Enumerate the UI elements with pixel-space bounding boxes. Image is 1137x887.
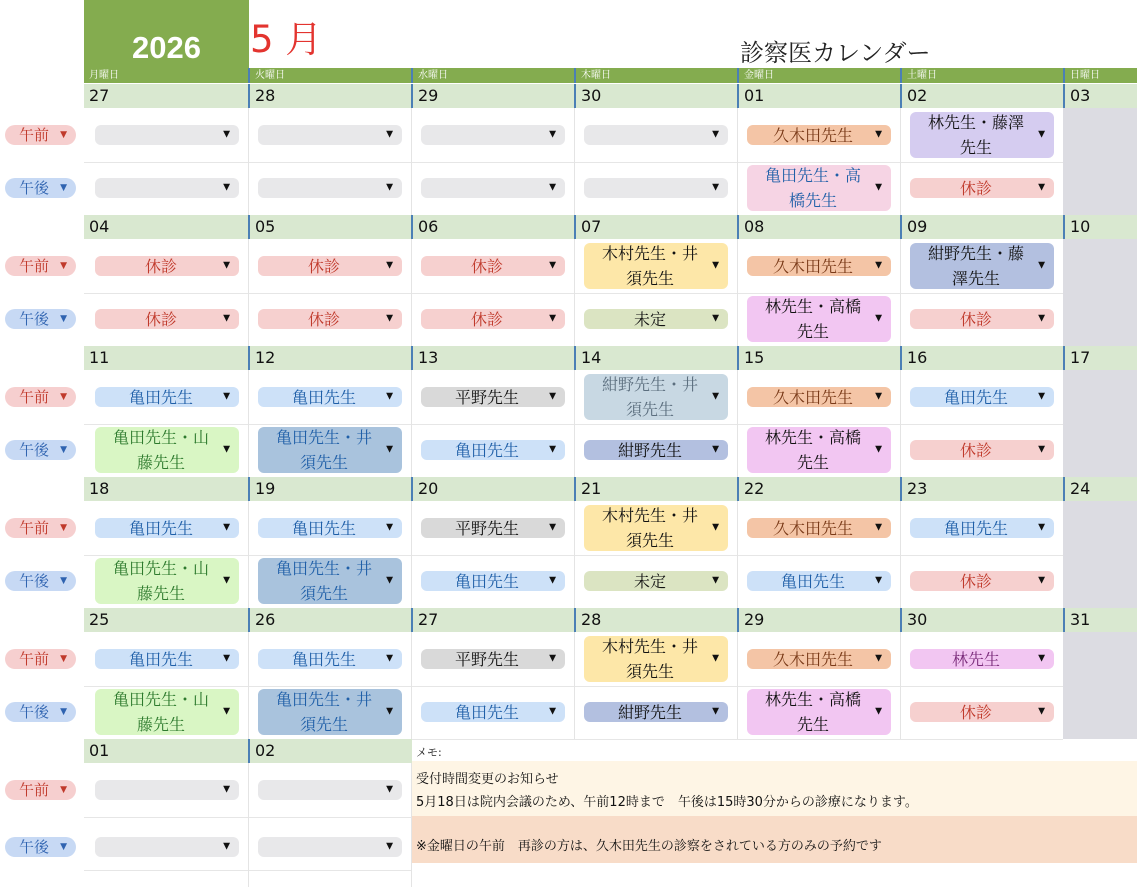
chevron-down-icon: ▼: [712, 260, 719, 271]
doctor-select-value: 休診: [959, 702, 992, 722]
memo-label: メモ:: [416, 746, 442, 759]
chevron-down-icon: ▼: [386, 784, 393, 795]
chevron-down-icon: ▼: [549, 575, 556, 586]
doctor-select-value: 平野先生: [454, 387, 519, 407]
doctor-select[interactable]: [258, 387, 402, 407]
chevron-down-icon: ▼: [549, 444, 556, 455]
doctor-select-value: 紺野先生: [617, 702, 682, 722]
doctor-select[interactable]: [584, 505, 728, 551]
date-cell: 27: [411, 608, 574, 632]
doctor-select[interactable]: [258, 689, 402, 735]
col-divider: [900, 370, 901, 477]
chevron-down-icon: ▼: [549, 391, 556, 402]
date-cell: 14: [574, 346, 737, 370]
morning-slot-dropdown[interactable]: [5, 387, 76, 407]
col-divider: [248, 632, 249, 739]
doctor-select-value: 紺野先生: [617, 440, 682, 460]
date-cell: 05: [248, 215, 411, 239]
date-cell: 23: [900, 477, 1063, 501]
col-divider: [411, 501, 412, 608]
chevron-down-icon: ▼: [1038, 129, 1045, 140]
doctor-select[interactable]: [584, 243, 728, 289]
doctor-select[interactable]: [910, 440, 1054, 460]
morning-slot-dropdown[interactable]: [5, 256, 76, 276]
chevron-down-icon: ▼: [875, 313, 882, 324]
afternoon-slot-dropdown[interactable]: [5, 178, 76, 198]
doctor-select-value: 亀田先生・井 須先生: [275, 428, 372, 472]
doctor-select[interactable]: [584, 374, 728, 420]
chevron-down-icon: ▼: [712, 391, 719, 402]
doctor-select-value: 亀田先生: [291, 518, 356, 538]
slot-label: 午後: [19, 310, 50, 328]
date-cell: 31: [1063, 608, 1137, 632]
doctor-select[interactable]: [95, 387, 239, 407]
memo-line-3: ※金曜日の午前 再診の方は、久木田先生の診察をされている方のみの予約です: [416, 839, 882, 854]
doctor-select[interactable]: [95, 427, 239, 473]
date-cell: 11: [89, 348, 110, 367]
chevron-down-icon: ▼: [386, 260, 393, 271]
doctor-select[interactable]: [584, 309, 728, 329]
doctor-select[interactable]: [258, 649, 402, 669]
weekday-wednesday: 水曜日: [411, 68, 574, 83]
chevron-down-icon: ▼: [60, 314, 67, 324]
chevron-down-icon: ▼: [60, 576, 67, 586]
doctor-select-value: 休診: [959, 440, 992, 460]
chevron-down-icon: ▼: [875, 444, 882, 455]
chevron-down-icon: ▼: [223, 182, 230, 193]
doctor-select-value: 林先生・高橋 先生: [764, 690, 861, 734]
chevron-down-icon: ▼: [549, 313, 556, 324]
morning-slot-dropdown[interactable]: [5, 780, 76, 800]
col-divider: [248, 370, 249, 477]
date-cell: 04: [89, 217, 110, 236]
doctor-select-value: 林先生・藤澤 先生: [927, 113, 1024, 157]
morning-slot-dropdown[interactable]: [5, 649, 76, 669]
month-label: 5 月: [250, 18, 323, 61]
chevron-down-icon: ▼: [386, 841, 393, 852]
date-cell: 26: [248, 608, 411, 632]
chevron-down-icon: ▼: [60, 130, 67, 140]
slot-label: 午前: [19, 126, 50, 144]
date-cell: 19: [248, 477, 411, 501]
doctor-select-value: 亀田先生: [291, 649, 356, 669]
chevron-down-icon: ▼: [549, 129, 556, 140]
weekday-monday: 月曜日: [89, 70, 119, 81]
date-cell: 28: [248, 84, 411, 108]
slot-label: 午後: [19, 179, 50, 197]
doctor-select-value: 休診: [307, 256, 340, 276]
calendar-title: 診察医カレンダー: [740, 39, 931, 67]
sunday-cell: [1063, 239, 1137, 346]
doctor-select[interactable]: [747, 256, 891, 276]
date-cell: 02: [248, 739, 411, 763]
chevron-down-icon: ▼: [386, 706, 393, 717]
slot-label: 午後: [19, 572, 50, 590]
doctor-select[interactable]: [95, 558, 239, 604]
doctor-select[interactable]: [910, 387, 1054, 407]
col-divider: [900, 108, 901, 215]
date-cell: 24: [1063, 477, 1137, 501]
doctor-select-value: 久木田先生: [772, 649, 853, 669]
doctor-select[interactable]: [421, 571, 565, 591]
year-label: 2026: [132, 30, 201, 65]
doctor-select-value: 紺野先生・藤 澤先生: [927, 244, 1024, 288]
doctor-select-value: 休診: [959, 178, 992, 198]
doctor-select-value: 久木田先生: [772, 125, 853, 145]
chevron-down-icon: ▼: [223, 260, 230, 271]
doctor-select[interactable]: [910, 702, 1054, 722]
chevron-down-icon: ▼: [712, 653, 719, 664]
date-cell: 17: [1063, 346, 1137, 370]
chevron-down-icon: ▼: [60, 523, 67, 533]
doctor-select[interactable]: [421, 309, 565, 329]
doctor-select-value: 亀田先生: [291, 387, 356, 407]
doctor-select[interactable]: [421, 125, 565, 145]
date-cell: 08: [737, 215, 900, 239]
slot-label: 午前: [19, 781, 50, 799]
date-cell: 30: [574, 84, 737, 108]
doctor-select-value: 平野先生: [454, 518, 519, 538]
doctor-select[interactable]: [95, 780, 239, 800]
weekday-tuesday: 火曜日: [248, 68, 411, 83]
chevron-down-icon: ▼: [1038, 653, 1045, 664]
date-cell: 01: [89, 741, 110, 760]
doctor-select[interactable]: [421, 702, 565, 722]
weekday-sunday: 日曜日: [1063, 68, 1137, 83]
chevron-down-icon: ▼: [223, 784, 230, 795]
doctor-select[interactable]: [584, 636, 728, 682]
chevron-down-icon: ▼: [1038, 522, 1045, 533]
chevron-down-icon: ▼: [712, 522, 719, 533]
slot-label: 午後: [19, 441, 50, 459]
col-divider: [248, 108, 249, 215]
doctor-select-value: 亀田先生: [128, 649, 193, 669]
doctor-select-value: 休診: [470, 309, 503, 329]
chevron-down-icon: ▼: [223, 129, 230, 140]
date-cell: 07: [574, 215, 737, 239]
chevron-down-icon: ▼: [1038, 575, 1045, 586]
doctor-select-value: 亀田先生・山 藤先生: [112, 690, 209, 734]
date-cell: 12: [248, 346, 411, 370]
doctor-select[interactable]: [95, 309, 239, 329]
date-cell: 18: [89, 479, 110, 498]
doctor-select[interactable]: [95, 178, 239, 198]
doctor-select[interactable]: [910, 518, 1054, 538]
date-cell: 20: [411, 477, 574, 501]
doctor-select-value: 木村先生・井 須先生: [601, 506, 698, 550]
date-cell: 16: [900, 346, 1063, 370]
doctor-select[interactable]: [910, 243, 1054, 289]
chevron-down-icon: ▼: [60, 261, 67, 271]
doctor-select[interactable]: [747, 427, 891, 473]
date-cell: 25: [89, 610, 110, 629]
doctor-select-value: 亀田先生: [454, 440, 519, 460]
memo-line-1: 受付時間変更のお知らせ: [416, 772, 559, 787]
col-divider: [574, 370, 575, 477]
doctor-select[interactable]: [910, 112, 1054, 158]
chevron-down-icon: ▼: [386, 391, 393, 402]
date-cell: 21: [574, 477, 737, 501]
slot-label: 午前: [19, 519, 50, 537]
doctor-select[interactable]: [584, 440, 728, 460]
chevron-down-icon: ▼: [223, 575, 230, 586]
chevron-down-icon: ▼: [223, 653, 230, 664]
doctor-select[interactable]: [910, 178, 1054, 198]
chevron-down-icon: ▼: [549, 653, 556, 664]
chevron-down-icon: ▼: [60, 445, 67, 455]
chevron-down-icon: ▼: [386, 182, 393, 193]
doctor-select-value: 亀田先生: [943, 387, 1008, 407]
doctor-select[interactable]: [747, 296, 891, 342]
chevron-down-icon: ▼: [223, 391, 230, 402]
chevron-down-icon: ▼: [60, 392, 67, 402]
col-divider: [737, 239, 738, 346]
doctor-select[interactable]: [747, 518, 891, 538]
chevron-down-icon: ▼: [875, 653, 882, 664]
doctor-select-value: 平野先生: [454, 649, 519, 669]
afternoon-slot-dropdown[interactable]: [5, 702, 76, 722]
afternoon-slot-dropdown[interactable]: [5, 309, 76, 329]
date-cell: 27: [89, 86, 110, 105]
date-cell: 30: [900, 608, 1063, 632]
afternoon-slot-dropdown[interactable]: [5, 837, 76, 857]
doctor-select[interactable]: [95, 689, 239, 735]
doctor-select[interactable]: [584, 702, 728, 722]
doctor-select-value: 亀田先生・高 橋先生: [764, 166, 861, 210]
doctor-select[interactable]: [258, 125, 402, 145]
doctor-select[interactable]: [258, 178, 402, 198]
doctor-select[interactable]: [584, 125, 728, 145]
doctor-select[interactable]: [421, 518, 565, 538]
memo-line-2: 5月18日は院内会議のため、午前12時まで 午後は15時30分からの診療になります。: [416, 795, 918, 810]
col-divider: [900, 501, 901, 608]
chevron-down-icon: ▼: [1038, 706, 1045, 717]
doctor-select-value: 紺野先生・井 須先生: [601, 375, 698, 419]
doctor-select[interactable]: [584, 178, 728, 198]
chevron-down-icon: ▼: [1038, 444, 1045, 455]
doctor-select[interactable]: [258, 427, 402, 473]
doctor-select-value: 久木田先生: [772, 256, 853, 276]
doctor-select[interactable]: [421, 178, 565, 198]
date-cell: 13: [411, 346, 574, 370]
col-divider: [574, 108, 575, 215]
col-divider: [574, 239, 575, 346]
doctor-select-value: 木村先生・井 須先生: [601, 244, 698, 288]
sunday-cell: [1063, 108, 1137, 215]
doctor-select[interactable]: [421, 387, 565, 407]
doctor-select-value: 亀田先生: [454, 702, 519, 722]
afternoon-slot-dropdown[interactable]: [5, 440, 76, 460]
chevron-down-icon: ▼: [60, 654, 67, 664]
doctor-select-value: 亀田先生: [128, 387, 193, 407]
chevron-down-icon: ▼: [875, 706, 882, 717]
doctor-select-value: 亀田先生: [780, 571, 845, 591]
date-cell: 09: [900, 215, 1063, 239]
slot-label: 午前: [19, 257, 50, 275]
slot-label: 午後: [19, 838, 50, 856]
weekday-thursday: 木曜日: [574, 68, 737, 83]
doctor-select-value: 林先生・高橋 先生: [764, 428, 861, 472]
doctor-select[interactable]: [258, 256, 402, 276]
col-divider: [574, 632, 575, 739]
doctor-select-value: 亀田先生・井 須先生: [275, 690, 372, 734]
col-divider: [411, 239, 412, 346]
date-cell: 22: [737, 477, 900, 501]
doctor-select[interactable]: [95, 518, 239, 538]
col-divider: [411, 632, 412, 739]
doctor-select[interactable]: [747, 387, 891, 407]
doctor-select-value: 久木田先生: [772, 518, 853, 538]
col-divider: [248, 763, 249, 887]
doctor-select-value: 亀田先生: [454, 571, 519, 591]
chevron-down-icon: ▼: [60, 842, 67, 852]
chevron-down-icon: ▼: [386, 522, 393, 533]
doctor-select-value: 休診: [959, 571, 992, 591]
doctor-select-value: 林先生・高橋 先生: [764, 297, 861, 341]
chevron-down-icon: ▼: [875, 260, 882, 271]
chevron-down-icon: ▼: [549, 522, 556, 533]
doctor-select[interactable]: [747, 649, 891, 669]
afternoon-slot-dropdown[interactable]: [5, 571, 76, 591]
doctor-select[interactable]: [95, 837, 239, 857]
doctor-select[interactable]: [584, 571, 728, 591]
col-divider: [411, 108, 412, 215]
chevron-down-icon: ▼: [712, 706, 719, 717]
doctor-select-value: 未定: [633, 309, 666, 329]
date-cell: 15: [737, 346, 900, 370]
date-cell: 29: [737, 608, 900, 632]
doctor-select-value: 休診: [959, 309, 992, 329]
sunday-cell: [1063, 632, 1137, 739]
doctor-select[interactable]: [258, 780, 402, 800]
doctor-select-value: 休診: [470, 256, 503, 276]
morning-slot-dropdown[interactable]: [5, 518, 76, 538]
col-divider: [737, 501, 738, 608]
chevron-down-icon: ▼: [223, 706, 230, 717]
doctor-select[interactable]: [258, 518, 402, 538]
date-cell: 10: [1063, 215, 1137, 239]
weekday-friday: 金曜日: [737, 68, 900, 83]
col-divider: [737, 370, 738, 477]
chevron-down-icon: ▼: [386, 575, 393, 586]
chevron-down-icon: ▼: [386, 444, 393, 455]
date-cell: 01: [737, 84, 900, 108]
chevron-down-icon: ▼: [549, 182, 556, 193]
sunday-cell: [1063, 501, 1137, 608]
col-divider: [411, 370, 412, 477]
doctor-select[interactable]: [95, 125, 239, 145]
chevron-down-icon: ▼: [386, 129, 393, 140]
doctor-select-value: 久木田先生: [772, 387, 853, 407]
chevron-down-icon: ▼: [712, 129, 719, 140]
doctor-select[interactable]: [421, 440, 565, 460]
chevron-down-icon: ▼: [712, 444, 719, 455]
date-cell: 28: [574, 608, 737, 632]
doctor-select-value: 休診: [144, 309, 177, 329]
doctor-select-value: 亀田先生・山 藤先生: [112, 428, 209, 472]
doctor-select-value: 亀田先生・井 須先生: [275, 559, 372, 603]
chevron-down-icon: ▼: [223, 522, 230, 533]
chevron-down-icon: ▼: [1038, 260, 1045, 271]
chevron-down-icon: ▼: [712, 575, 719, 586]
doctor-select[interactable]: [910, 649, 1054, 669]
doctor-select-value: 休診: [144, 256, 177, 276]
doctor-select-value: 亀田先生: [128, 518, 193, 538]
doctor-select[interactable]: [747, 689, 891, 735]
col-divider: [574, 501, 575, 608]
doctor-select-value: 休診: [307, 309, 340, 329]
chevron-down-icon: ▼: [875, 182, 882, 193]
doctor-select[interactable]: [95, 649, 239, 669]
col-divider: [737, 632, 738, 739]
slot-label: 午後: [19, 703, 50, 721]
chevron-down-icon: ▼: [549, 706, 556, 717]
col-divider: [900, 632, 901, 739]
doctor-select-value: 未定: [633, 571, 666, 591]
doctor-select[interactable]: [421, 256, 565, 276]
date-cell: 02: [900, 84, 1063, 108]
doctor-select-value: 林先生: [951, 649, 1000, 669]
weekday-saturday: 土曜日: [900, 68, 1063, 83]
doctor-select[interactable]: [258, 837, 402, 857]
morning-slot-dropdown[interactable]: [5, 125, 76, 145]
chevron-down-icon: ▼: [712, 313, 719, 324]
chevron-down-icon: ▼: [60, 707, 67, 717]
chevron-down-icon: ▼: [712, 182, 719, 193]
slot-label: 午前: [19, 650, 50, 668]
chevron-down-icon: ▼: [1038, 313, 1045, 324]
date-cell: 29: [411, 84, 574, 108]
chevron-down-icon: ▼: [875, 129, 882, 140]
chevron-down-icon: ▼: [875, 391, 882, 402]
chevron-down-icon: ▼: [60, 183, 67, 193]
chevron-down-icon: ▼: [223, 841, 230, 852]
chevron-down-icon: ▼: [223, 313, 230, 324]
doctor-select[interactable]: [910, 309, 1054, 329]
doctor-select-value: 亀田先生: [943, 518, 1008, 538]
chevron-down-icon: ▼: [223, 444, 230, 455]
col-divider: [248, 239, 249, 346]
chevron-down-icon: ▼: [1038, 391, 1045, 402]
doctor-select[interactable]: [421, 649, 565, 669]
sunday-cell: [1063, 370, 1137, 477]
doctor-select[interactable]: [747, 165, 891, 211]
chevron-down-icon: ▼: [875, 522, 882, 533]
doctor-select[interactable]: [95, 256, 239, 276]
chevron-down-icon: ▼: [875, 575, 882, 586]
date-cell: 06: [411, 215, 574, 239]
chevron-down-icon: ▼: [386, 313, 393, 324]
col-divider: [248, 501, 249, 608]
chevron-down-icon: ▼: [60, 785, 67, 795]
chevron-down-icon: ▼: [386, 653, 393, 664]
col-divider: [737, 108, 738, 215]
slot-label: 午前: [19, 388, 50, 406]
doctor-select[interactable]: [258, 558, 402, 604]
chevron-down-icon: ▼: [1038, 182, 1045, 193]
doctor-select[interactable]: [747, 125, 891, 145]
chevron-down-icon: ▼: [549, 260, 556, 271]
doctor-select-value: 木村先生・井 須先生: [601, 637, 698, 681]
date-cell: 03: [1063, 84, 1137, 108]
doctor-select-value: 亀田先生・山 藤先生: [112, 559, 209, 603]
doctor-select[interactable]: [258, 309, 402, 329]
col-divider: [900, 239, 901, 346]
doctor-select[interactable]: [747, 571, 891, 591]
doctor-select[interactable]: [910, 571, 1054, 591]
